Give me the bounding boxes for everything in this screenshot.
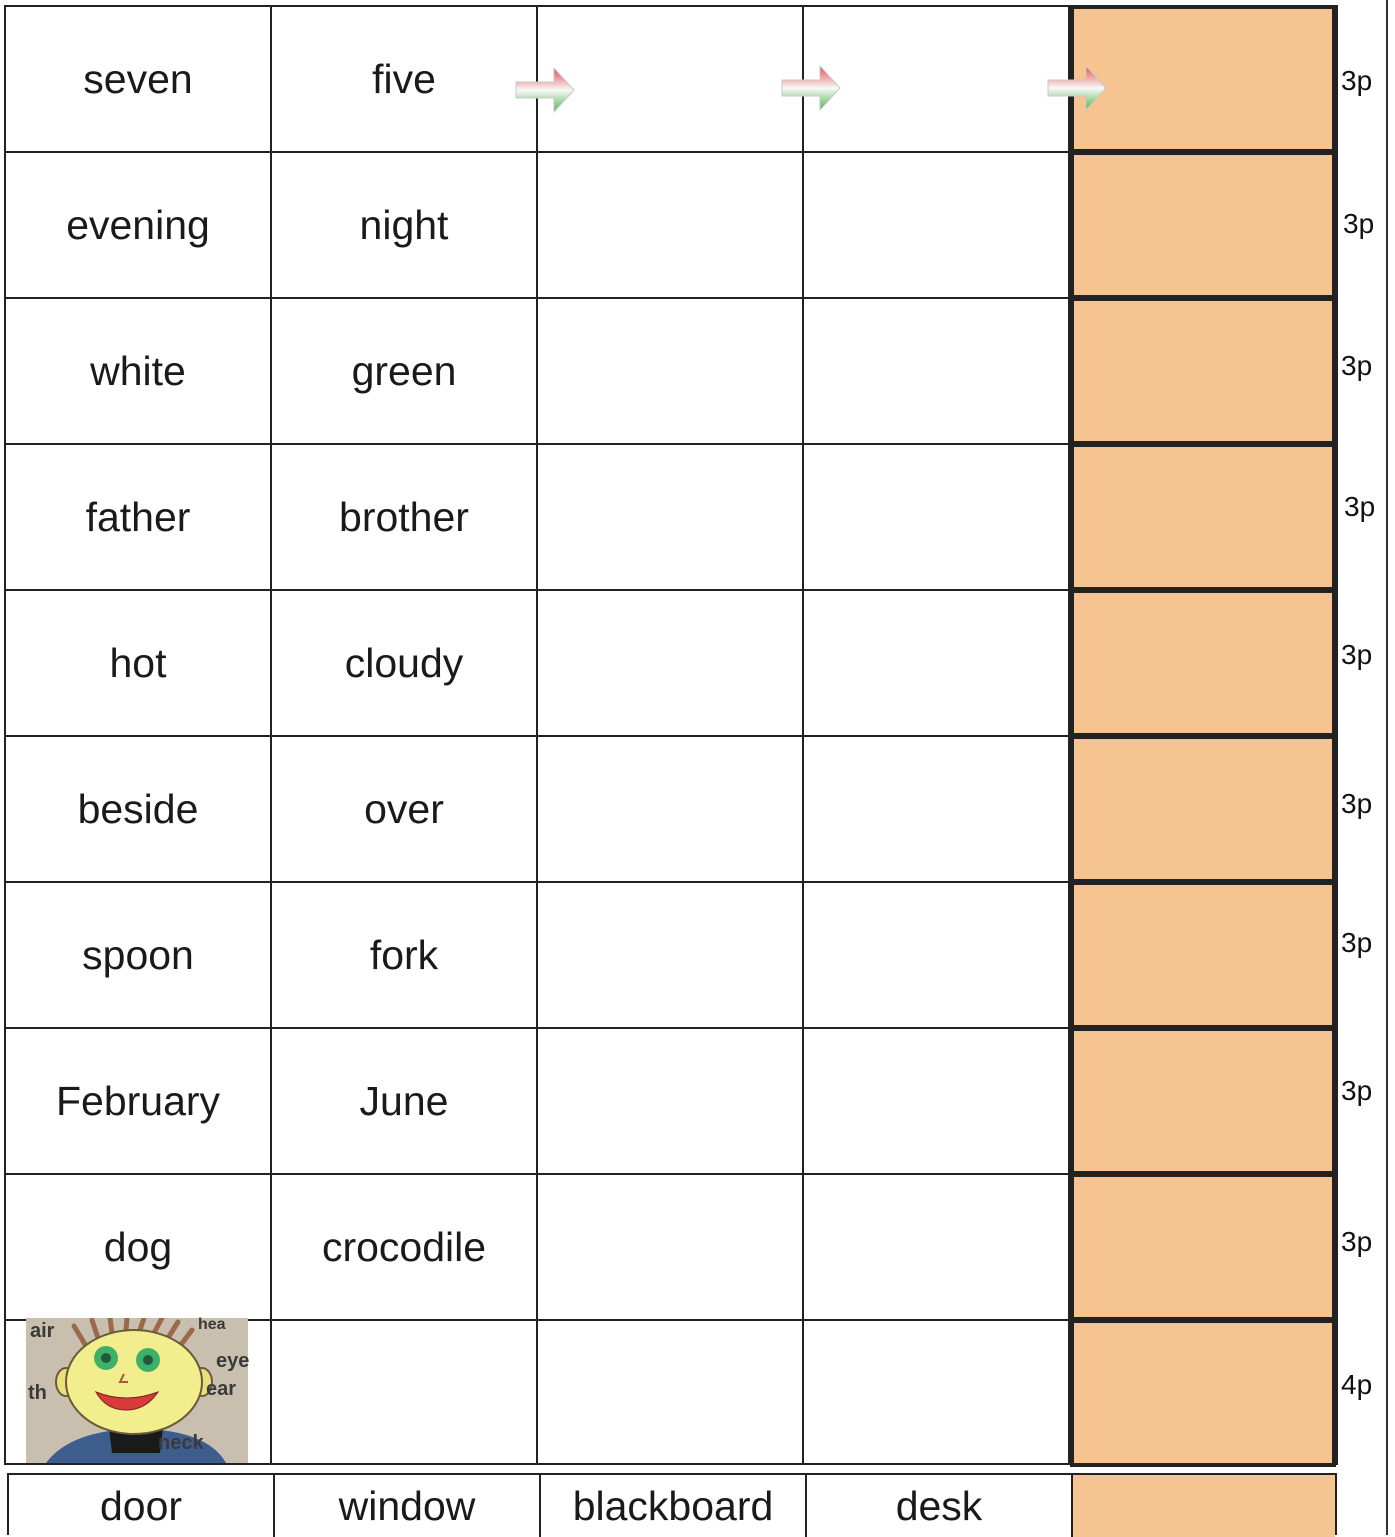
word-cell <box>272 7 538 151</box>
answer-cell[interactable] <box>1070 1319 1336 1467</box>
bottom-word-row <box>7 1473 1337 1535</box>
word-cell <box>272 299 538 443</box>
blank-cell[interactable] <box>538 883 804 1027</box>
answer-cell[interactable] <box>1070 1173 1336 1321</box>
answer-cell[interactable] <box>1070 881 1336 1029</box>
points-label: 3p <box>1341 350 1373 381</box>
blank-cell[interactable] <box>538 1175 804 1319</box>
table-row <box>6 153 1336 299</box>
table-row <box>6 7 1336 153</box>
answer-cell[interactable] <box>1070 151 1336 299</box>
word-cell <box>6 445 272 589</box>
points-label: 3p <box>1341 1226 1373 1257</box>
word-cell <box>807 1475 1073 1537</box>
blank-cell[interactable] <box>538 737 804 881</box>
blank-cell[interactable] <box>538 591 804 735</box>
blank-cell[interactable] <box>538 445 804 589</box>
blank-cell[interactable] <box>804 299 1070 443</box>
word-text: brother <box>339 493 469 540</box>
blank-cell[interactable] <box>804 1175 1070 1319</box>
table-row <box>6 737 1336 883</box>
word-text: fork <box>369 931 439 978</box>
word-cell <box>272 1029 538 1173</box>
answer-cell[interactable] <box>1070 735 1336 883</box>
points-label: 3p <box>1341 639 1373 670</box>
blank-cell[interactable] <box>272 1321 538 1465</box>
word-text: night <box>359 201 449 248</box>
word-text: February <box>55 1077 221 1124</box>
table-row <box>6 445 1336 591</box>
word-cell <box>272 445 538 589</box>
word-cell <box>6 883 272 1027</box>
blank-cell[interactable] <box>538 1321 804 1465</box>
table-row <box>6 299 1336 445</box>
answer-cell[interactable] <box>1070 1027 1336 1175</box>
blank-cell[interactable] <box>804 1029 1070 1173</box>
word-cell <box>6 737 272 881</box>
blank-cell[interactable] <box>804 445 1070 589</box>
word-cell <box>272 591 538 735</box>
table-row <box>6 591 1336 737</box>
word-cell <box>6 7 272 151</box>
blank-cell[interactable] <box>804 591 1070 735</box>
answer-cell[interactable] <box>1070 297 1336 445</box>
points-label: 3p <box>1344 491 1376 522</box>
points-label: 3p <box>1341 927 1373 958</box>
word-text: blackboard <box>572 1483 774 1529</box>
answer-cell[interactable] <box>1070 5 1336 153</box>
word-text: door <box>99 1483 183 1529</box>
word-text: beside <box>77 785 199 832</box>
word-text: green <box>351 347 457 394</box>
word-text: cloudy <box>344 639 464 686</box>
points-label: 4p <box>1341 1369 1373 1400</box>
word-text: evening <box>66 201 210 248</box>
page-margin-rule <box>1386 0 1388 1535</box>
word-cell <box>9 1475 275 1537</box>
word-text: father <box>85 493 191 540</box>
face-label: th <box>28 1382 47 1404</box>
blank-cell[interactable] <box>804 7 1070 151</box>
points-label: 3p <box>1341 65 1373 96</box>
face-label: neck <box>158 1432 204 1454</box>
table-row <box>6 1175 1336 1321</box>
word-cell <box>6 299 272 443</box>
word-cell <box>272 153 538 297</box>
word-cell <box>6 1175 272 1319</box>
face-label: air <box>30 1320 55 1342</box>
word-cell <box>272 737 538 881</box>
word-text: June <box>359 1077 449 1124</box>
face-label: ear <box>206 1378 237 1400</box>
arrow-right-icon <box>1046 64 1108 112</box>
blank-cell[interactable] <box>538 7 804 151</box>
points-label: 3p <box>1341 788 1373 819</box>
word-text: over <box>364 785 444 832</box>
word-text: desk <box>895 1483 983 1529</box>
word-text: crocodile <box>321 1223 487 1270</box>
word-text: spoon <box>82 931 194 978</box>
word-cell <box>541 1475 807 1537</box>
table-row <box>6 883 1336 1029</box>
word-text: white <box>90 347 186 394</box>
word-text: hot <box>109 639 167 686</box>
blank-cell[interactable] <box>538 299 804 443</box>
face-label: hea <box>198 1316 226 1333</box>
points-label: 3p <box>1341 1075 1373 1106</box>
blank-cell[interactable] <box>804 153 1070 297</box>
points-label: 3p <box>1343 208 1375 239</box>
table-row <box>6 1029 1336 1175</box>
word-text: window <box>338 1483 476 1529</box>
answer-cell[interactable] <box>1073 1475 1335 1537</box>
arrow-right-icon <box>514 66 576 114</box>
answer-cell[interactable] <box>1070 589 1336 737</box>
word-cell <box>275 1475 541 1537</box>
word-text: five <box>372 55 436 102</box>
word-cell <box>6 1029 272 1173</box>
word-cell <box>6 591 272 735</box>
word-text: seven <box>83 55 193 102</box>
word-cell <box>272 883 538 1027</box>
word-text: dog <box>103 1223 173 1270</box>
word-chain-table <box>4 5 1338 1465</box>
blank-cell[interactable] <box>804 1321 1070 1465</box>
blank-cell[interactable] <box>804 883 1070 1027</box>
arrow-right-icon <box>780 64 842 112</box>
face-label: eye <box>216 1350 250 1372</box>
word-cell <box>272 1175 538 1319</box>
answer-cell[interactable] <box>1070 443 1336 591</box>
blank-cell[interactable] <box>538 153 804 297</box>
word-cell <box>6 153 272 297</box>
blank-cell[interactable] <box>538 1029 804 1173</box>
blank-cell[interactable] <box>804 737 1070 881</box>
